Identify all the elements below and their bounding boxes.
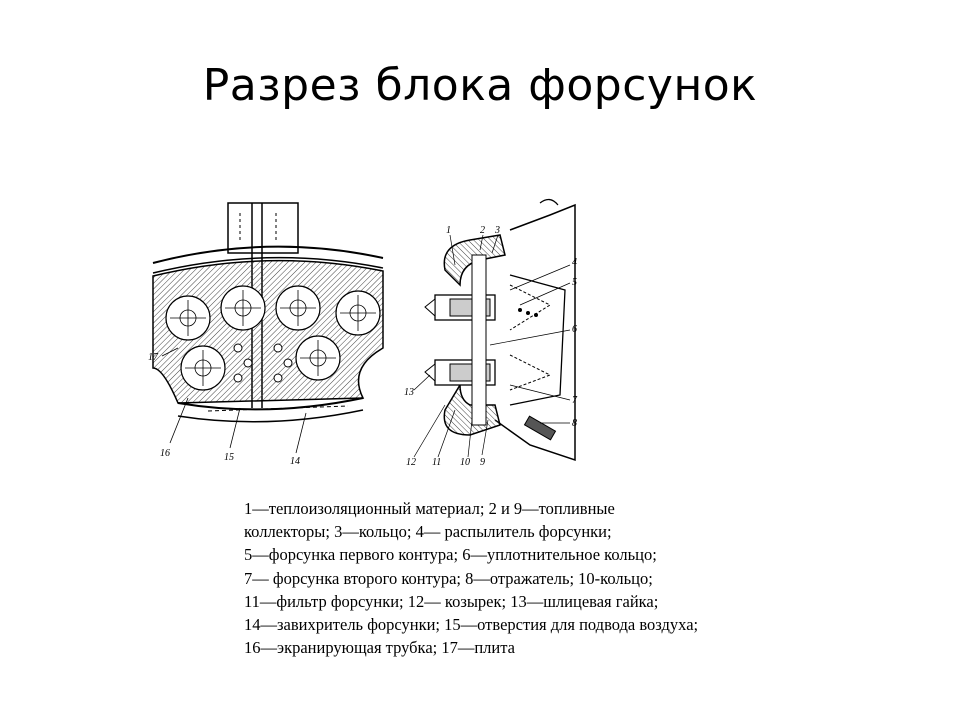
callout-9: 9 [480,457,485,468]
nozzle-side-section-drawing [400,195,585,470]
callout-4: 4 [572,257,577,268]
callout-10: 10 [460,457,470,468]
callout-15: 15 [224,452,234,463]
callout-12: 12 [406,457,416,468]
callout-7: 7 [572,395,577,406]
callout-14: 14 [290,456,300,467]
callout-8: 8 [572,418,577,429]
legend-line: 14—завихритель форсунки; 15—отверстия для подвода воздуха; [244,615,699,635]
callout-16: 16 [160,448,170,459]
legend-line: 11—фильтр форсунки; 12— козырек; 13—шлицевая гайка; [244,591,659,611]
slide-title: Разрез блока форсунок [202,60,758,111]
legend-line: 16—экранирующая трубка; 17—плита [244,638,515,658]
callout-5: 5 [572,277,577,288]
legend-line: 7— форсунка второго контура; 8—отражатель; 10-кольцо; [244,568,653,588]
callout-3: 3 [495,225,500,236]
legend-line: 5—форсунка первого контура; 6—уплотнительное кольцо; [244,545,657,565]
legend-line: коллекторы; 3—кольцо; 4— распылитель форсунки; [244,522,612,542]
callout-17: 17 [148,352,158,363]
nozzle-block-cross-section-drawing [148,198,388,468]
callout-13: 13 [404,387,414,398]
callout-6: 6 [572,324,577,335]
callout-2: 2 [480,225,485,236]
figure-legend [244,497,844,659]
callout-11: 11 [432,457,442,468]
callout-1: 1 [446,225,451,236]
legend-line: 1—теплоизоляционный материал; 2 и 9—топливные [244,499,615,518]
